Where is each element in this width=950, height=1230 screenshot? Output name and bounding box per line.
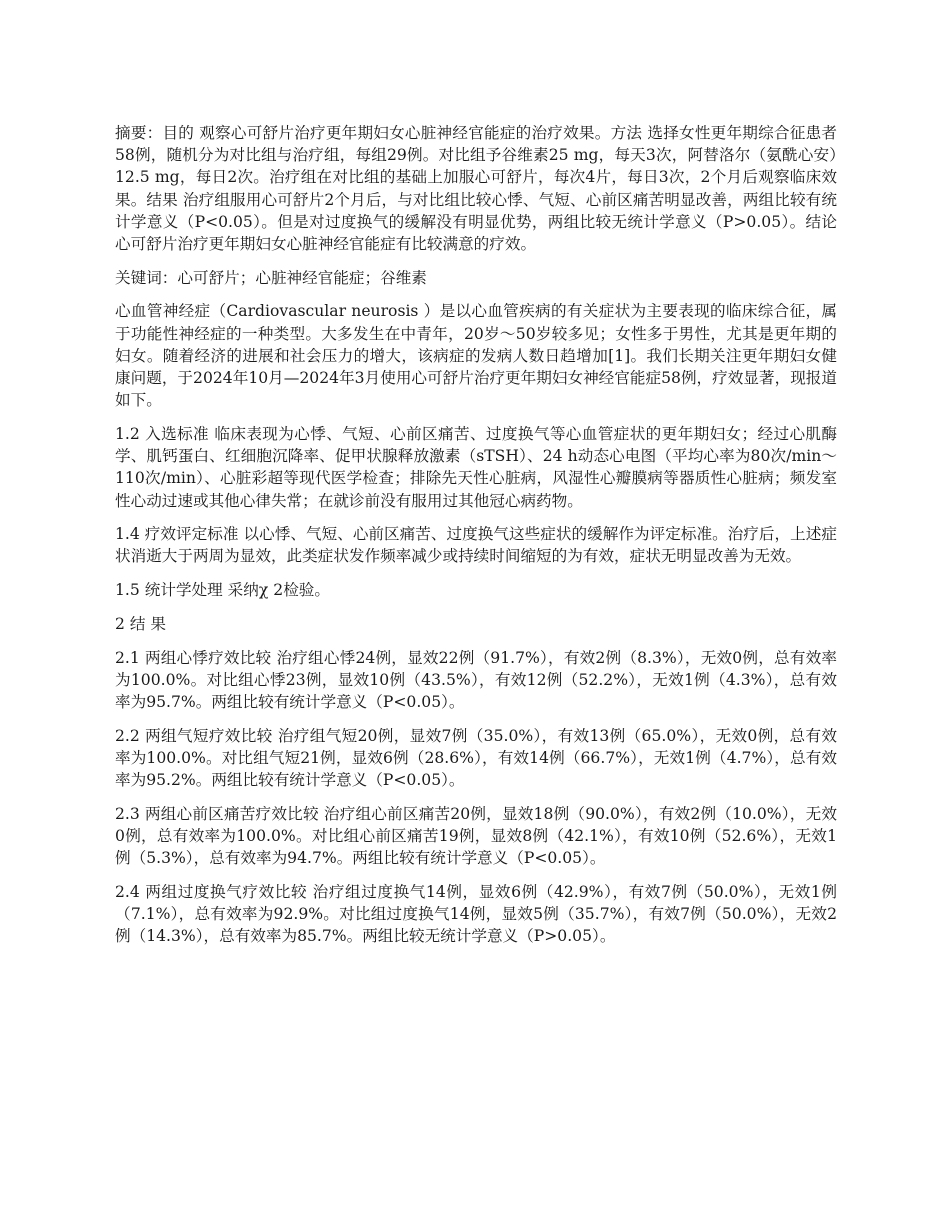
precordial-pain-results-paragraph: 2.3 两组心前区痛苦疗效比较 治疗组心前区痛苦20例，显效18例（90.0%），有效2例（10.0%），无效0例，总有效率为100.0%。对比组心前区痛苦19例，显效8例（42.1%），有效10例（52.6%），无效1例（5.3%），总有效率为94.7%。两组比较有统计学意义（P<0.05）。 bbox=[115, 804, 837, 868]
shortness-of-breath-results-paragraph: 2.2 两组气短疗效比较 治疗组气短20例，显效7例（35.0%），有效13例（65.0%），无效0例，总有效率为100.0%。对比组气短21例，显效6例（28.6%），有效14例（66.7%），无效1例（4.7%），总有效率为95.2%。两组比较有统计学意义（P<0.05）。 bbox=[115, 726, 837, 790]
inclusion-criteria-paragraph: 1.2 入选标准 临床表现为心悸、气短、心前区痛苦、过度换气等心血管症状的更年期妇女；经过心肌酶学、肌钙蛋白、红细胞沉降率、促甲状腺释放激素（sTSH）、24 h动态心电图（平均心率为80次/min～110次/min）、心脏彩超等现代医学检查；排除先天性心脏病，风湿性心瓣膜病等器质性心脏病；频发室性心动过速或其他心律失常；在就诊前没有服用过其他冠心病药物。 bbox=[115, 424, 837, 510]
statistics-paragraph: 1.5 统计学处理 采纳χ 2检验。 bbox=[115, 581, 330, 600]
document-body bbox=[115, 122, 837, 959]
efficacy-criteria-paragraph: 1.4 疗效评定标准 以心悸、气短、心前区痛苦、过度换气这些症状的缓解作为评定标准。治疗后，上述症状消逝大于两周为显效，此类症状发作频率减少或持续时间缩短的为有效，症状无明显改善为无效。 bbox=[115, 525, 837, 566]
palpitation-results-paragraph: 2.1 两组心悸疗效比较 治疗组心悸24例，显效22例（91.7%），有效2例（8.3%），无效0例，总有效率为100.0%。对比组心悸23例，显效10例（43.5%），有效12例（52.2%），无效1例（4.3%），总有效率为95.7%。两组比较有统计学意义（P<0.05）。 bbox=[115, 648, 837, 711]
abstract-paragraph: 摘要：目的 观察心可舒片治疗更年期妇女心脏神经官能症的治疗效果。方法 选择女性更年期综合征患者58例，随机分为对比组与治疗组，每组29例。对比组予谷维素25 mg，每天3次，阿替洛尔（氨酰心安）12.5 mg，每日2次。治疗组在对比组的基础上加服心可舒片，每次4片，每日3次，2个月后观察临床效果。结果 治疗组服用心可舒片2个月后，与对比组比较心悸、气短、心前区痛苦明显改善，两组比较有统计学意义（P<0.05）。但是对过度换气的缓解没有明显优势，两组比较无统计学意义（P>0.05）。结论 心可舒片治疗更年期妇女心脏神经官能症有比较满意的疗效。 bbox=[115, 124, 837, 254]
results-heading: 2 结 果 bbox=[115, 614, 167, 633]
keywords-paragraph: 关键词：心可舒片；心脏神经官能症；谷维素 bbox=[115, 268, 427, 287]
hyperventilation-results-paragraph: 2.4 两组过度换气疗效比较 治疗组过度换气14例，显效6例（42.9%），有效7例（50.0%），无效1例（7.1%），总有效率为92.9%。对比组过度换气14例，显效5例（35.7%），有效7例（50.0%），无效2例（14.3%），总有效率为85.7%。两组比较无统计学意义（P>0.05）。 bbox=[115, 882, 837, 946]
introduction-paragraph: 心血管神经症（Cardiovascular neurosis ）是以心血管疾病的有关症状为主要表现的临床综合征，属于功能性神经症的一种类型。大多发生在中青年，20岁～50岁较多见；女性多于男性，尤其是更年期的妇女。随着经济的进展和社会压力的增大，该病症的发病人数日趋增加[1]。我们长期关注更年期妇女健康问题，于2024年10月—2024年3月使用心可舒片治疗更年期妇女神经官能症58例，疗效显著，现报道如下。 bbox=[115, 302, 837, 410]
